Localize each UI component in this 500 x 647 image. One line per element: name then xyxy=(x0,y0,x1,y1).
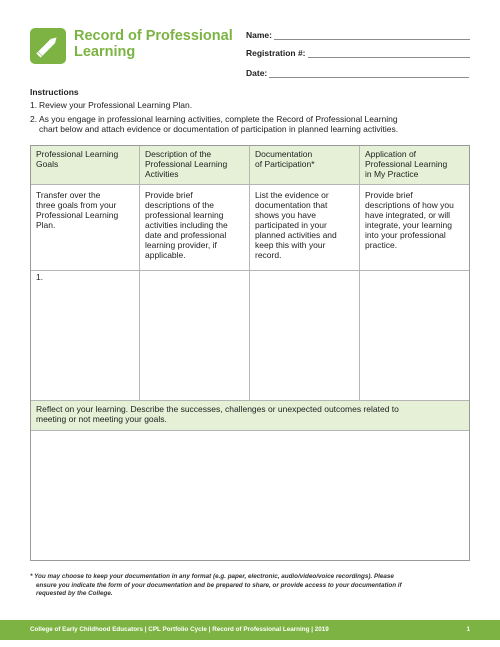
date-line[interactable] xyxy=(269,68,469,78)
date-field[interactable]: Date: xyxy=(246,68,469,78)
footer-text: College of Early Childhood Educators | CPL Portfolio Cycle | Record of Professional Learning | 2019 xyxy=(30,626,329,633)
name-line[interactable] xyxy=(274,30,470,40)
logo-badge xyxy=(30,28,66,64)
reflection-area[interactable] xyxy=(31,431,469,560)
record-table xyxy=(30,145,470,561)
header-application: Application of Professional Learning in My Practice xyxy=(365,149,448,179)
page-footer xyxy=(0,620,500,640)
activities-description: Provide brief descriptions of the professional learning activities including the date and professional learning provider, if applicable. xyxy=(140,185,250,415)
instruction-item-2: 2. As you engage in professional learning activities, complete the Record of Professional Learning chart below and attach evidence or documentation of participation in planned learning activities. xyxy=(30,114,399,134)
row-divider xyxy=(31,270,469,271)
registration-field[interactable]: Registration #: xyxy=(246,48,470,58)
page-title: Record of Professional Learning xyxy=(74,28,233,60)
header-documentation: Documentation of Participation* xyxy=(250,146,360,184)
instructions-title: Instructions xyxy=(30,87,79,97)
goals-description: Transfer over the three goals from your Professional Learning Plan. 1. xyxy=(31,185,140,415)
header-goals: Professional Learning Goals xyxy=(31,146,140,184)
reflection-prompt: Reflect on your learning. Describe the successes, challenges or unexpected outcomes related to meeting or not meeting your goals. xyxy=(31,400,469,431)
footnote: * You may choose to keep your documentation in any format (e.g. paper, electronic, audio/video/voice recordings). Please ensure you indicate the form of your documentation and be prepared to share, or provide access to your documentation if requested by the College. xyxy=(30,573,402,597)
documentation-description: List the evidence or documentation that shows you have participated in your planned activities and keep this with your record. xyxy=(250,185,360,415)
registration-line[interactable] xyxy=(308,48,470,58)
instruction-item-1: 1. Review your Professional Learning Plan. xyxy=(30,100,193,110)
application-description: Provide brief descriptions of how you have integrated, or will integrate, your learning into your professional practice. xyxy=(365,190,454,250)
table-header-row xyxy=(31,146,469,185)
page-number: 1 xyxy=(466,626,470,633)
pencil-icon xyxy=(30,28,66,64)
name-field[interactable]: Name: xyxy=(246,30,470,40)
header-description: Description of the Professional Learning Activities xyxy=(140,146,250,184)
description-row xyxy=(31,185,469,415)
goal-entry-number: 1. xyxy=(36,272,44,282)
